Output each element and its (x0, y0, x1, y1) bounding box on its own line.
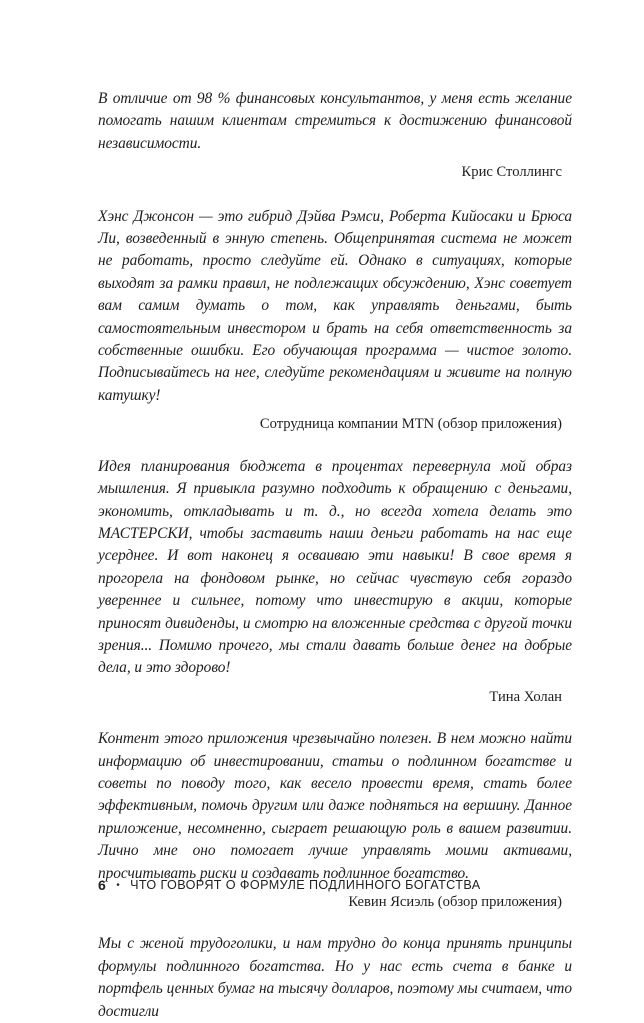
testimonial-quote: Хэнс Джонсон — это гибрид Дэйва Рэмси, Роберта Кийосаки и Брюса Ли, возведенный в энную степень. Общепринятая система не может не работать, просто следуйте ей. Однако в ситуациях, которые выходят за рамки правил, не подлежащих обсуждению, Хэнс советует вам самим думать о том, как управлять деньгами, быть самостоятельным инвестором и брать на себя ответственность за собственные ошибки. Его обучающая программа — чистое золото. Подписывайтесь на нее, следуйте рекомендациям и живите на полную катушку! (98, 207, 572, 404)
page-footer (98, 877, 572, 893)
testimonial-quote: Контент этого приложения чрезвычайно полезен. В нем можно найти информацию об инвестировании, статьи о подлинном богатстве и советы по поводу того, как весело провести время, стать более эффективным, помочь другим или даже подняться на вершину. Данное приложение, несомненно, сыграет решающую роль в вашем развитии. Лично мне оно помогает лучше управлять моими активами, просчитывать риски и создавать подлинное богатство. (98, 730, 572, 882)
testimonial-author: Тина Холан (489, 688, 562, 705)
testimonial-author: Кевин Ясиэль (обзор приложения) (348, 894, 562, 910)
testimonial-author: Крис Столлингс (461, 164, 562, 181)
testimonial-author: Сотрудница компании MTN (обзор приложения) (259, 416, 562, 433)
running-title: ЧТО ГОВОРЯТ О ФОРМУЛЕ ПОДЛИННОГО БОГАТСТВА (130, 878, 481, 892)
testimonial-quote: Идея планирования бюджета в процентах перевернула мой образ мышления. Я привыкла разумно подходить к обращению с деньгами, экономить, откладывать и т. д., но всегда хотела делать это МАСТЕРСКИ, чтобы заставить наши деньги работать на нас еще усерднее. И вот наконец я осваиваю эти навыки! В свое время я прогорела на фондовом рынке, но сейчас чувствую себя гораздо увереннее и сильнее, потому что инвестирую в акции, которые приносят дивиденды, и смотрю на вложенные средства с другой точки зрения... Помимо прочего, мы стали давать больше денег на добрые дела, и это здорово! (98, 457, 572, 677)
page-number: 6 (98, 877, 107, 893)
testimonial-quote: В отличие от 98 % финансовых консультантов, у меня есть желание помогать нашим клиентам стремиться к достижению финансовой независимости. (98, 90, 572, 152)
footer-separator: • (116, 879, 121, 891)
testimonial-quote: Мы с женой трудоголики, и нам трудно до конца принять принципы формулы подлинного богатства. Но у нас есть счета в банке и портфель ценных бумаг на тысячу долларов, поэтому мы считаем, что достигли (98, 935, 572, 1020)
